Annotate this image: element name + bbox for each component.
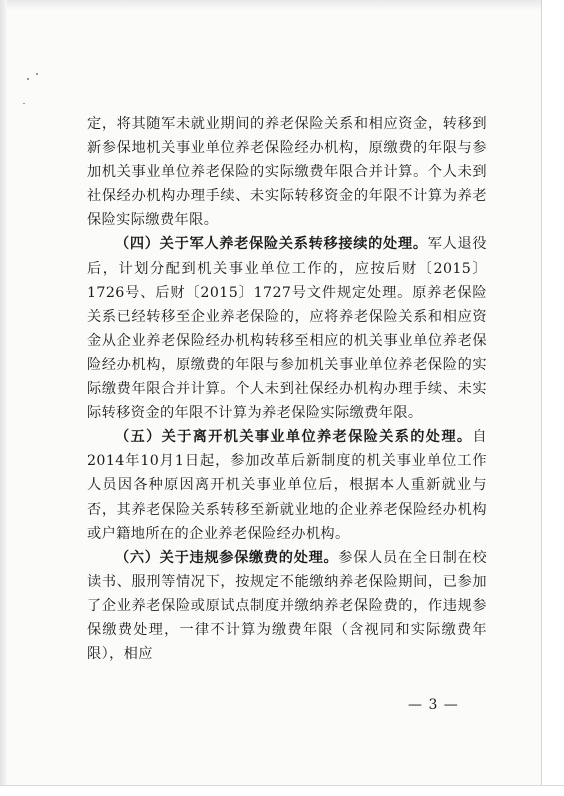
paragraph-continuation — [87, 112, 487, 232]
scan-speck — [23, 103, 25, 104]
section-heading: （六）关于违规参保缴费的处理。 — [115, 549, 339, 566]
paragraph-text: 自2014年10月1日起，参加改革后新制度的机关事业单位工作人员因各种原因离开机关事业单位后，根据本人重新就业与否，其养老保险关系转移至新就业地的企业养老保险经办机构或户籍地所在的企业养老保险经办机构。 — [87, 429, 487, 542]
paragraph-text: 定，将其随军未就业期间的养老保险关系和相应资金，转移到新参保地机关事业单位养老保险经办机构，原缴费的年限与参加机关事业单位养老保险的实际缴费年限合并计算。个人未到社保经办机构办理手续、未实际转移资金的年限不计算为养老保险实际缴费年限。 — [87, 116, 487, 229]
scan-speck — [36, 73, 38, 75]
paragraph-text: 军人退役后，计划分配到机关事业单位工作的，应按后财〔2015〕1726号、后财〔2015〕1727号文件规定处理。原养老保险关系已经转移至企业养老保险的，应将养老保险关系和相应资金从企业养老保险经办机构转移至相应的机关事业单位养老保险经办机构，原缴费的年限与参加机关事业单位养老保险的实际缴费年限合并计算。个人未到社保经办机构办理手续、未实际转移资金的年限不计算为养老保险实际缴费年限。 — [87, 236, 487, 422]
scan-speck — [27, 78, 29, 80]
page-number: — 3 — — [408, 697, 459, 713]
section-heading: （四）关于军人养老保险关系转移接续的处理。 — [115, 236, 428, 253]
paragraph-section-6 — [87, 546, 487, 666]
scan-edge-bottom — [0, 785, 564, 796]
scan-edge-left — [0, 0, 7, 796]
document-body — [87, 112, 487, 666]
scan-edge-right — [541, 0, 564, 796]
paragraph-text: 参保人员在全日制在校读书、服刑等情况下，按规定不能缴纳养老保险期间，已参加了企业养老保险或原试点制度并缴纳养老保险费的，作违规参保缴费处理，一律不计算为缴费年限（含视同和实际缴费年限），相应 — [87, 549, 487, 663]
paragraph-section-5 — [87, 425, 487, 545]
paragraph-section-4 — [87, 232, 487, 425]
scan-edge-top — [0, 0, 564, 10]
section-heading: （五）关于离开机关事业单位养老保险关系的处理。 — [115, 429, 473, 446]
